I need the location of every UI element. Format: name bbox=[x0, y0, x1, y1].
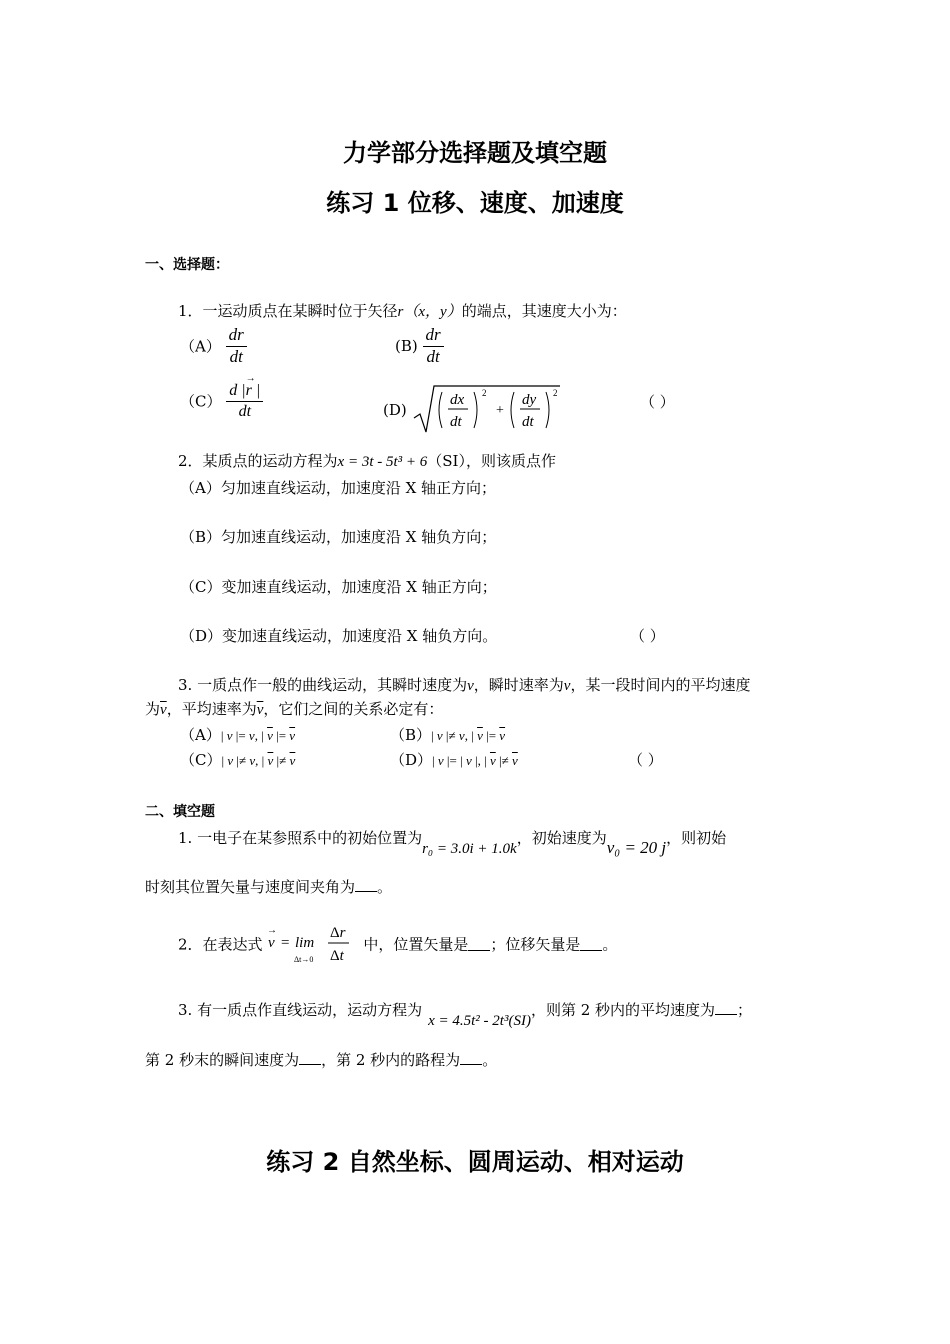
q1-option-b-label: (B) bbox=[395, 337, 418, 356]
q1-option-c bbox=[180, 373, 263, 420]
q3-avg-velocity-symbol: $\overline{v}$ bbox=[160, 702, 167, 718]
fill3-line2-b: ，第 2 秒内的路程为 bbox=[321, 1051, 461, 1069]
fill3-line2 bbox=[145, 1049, 497, 1070]
svg-text:Δt: Δt bbox=[330, 948, 345, 964]
fill2-text-a: 2．在表达式 bbox=[178, 935, 263, 954]
fill3-line1 bbox=[178, 999, 753, 1029]
fill2-text-b: 中，位置矢量是 bbox=[363, 935, 469, 954]
q3-option-a bbox=[180, 724, 295, 745]
q1-option-d bbox=[383, 384, 562, 436]
svg-text:+: + bbox=[495, 403, 504, 418]
q1-option-b bbox=[395, 326, 444, 366]
fill3-blank-2[interactable] bbox=[299, 1052, 321, 1065]
q2-stem-text: 2．某质点的运动方程为 bbox=[178, 452, 338, 470]
fill1-text-c: ，则初始 bbox=[666, 829, 727, 847]
limit-expression-icon bbox=[267, 922, 363, 966]
q1-stem-text: 1．一运动质点在某瞬时位于矢径 bbox=[178, 302, 398, 320]
q2-option-d: （D）变加速直线运动，加速度沿 X 轴负方向。 bbox=[180, 627, 498, 645]
fill1-text-b: ，初始速度为 bbox=[516, 829, 607, 847]
q2-option-c: （C）变加速直线运动，加速度沿 X 轴正方向； bbox=[180, 578, 497, 596]
fill3-text-b: ，则第 2 秒内的平均速度为 bbox=[530, 1001, 716, 1019]
fill1-line1 bbox=[178, 827, 727, 857]
fill3-blank-1[interactable] bbox=[715, 1002, 737, 1015]
fill3-blank-3[interactable] bbox=[460, 1052, 482, 1065]
q3-option-b-formula: | v |≠ v, | $\overline{v}$ |= $\overline{v}$ bbox=[431, 728, 506, 743]
fill1-line2-text: 时刻其位置矢量与速度间夹角为 bbox=[145, 878, 356, 896]
svg-text:v: v bbox=[268, 935, 275, 951]
q3-option-a-label: （A） bbox=[180, 726, 221, 744]
practice2-title: 练习 2 自然坐标、圆周运动、相对运动 bbox=[266, 1148, 684, 1176]
q1-option-b-formula: $\frac{dr}{dt}$ bbox=[423, 326, 444, 366]
q2-option-b: （B）匀加速直线运动，加速度沿 X 轴负方向； bbox=[180, 528, 497, 546]
q3-line1 bbox=[178, 674, 750, 695]
svg-text:=: = bbox=[281, 935, 290, 951]
q3-answer-paren[interactable]: （ ） bbox=[628, 751, 663, 769]
q3-speed-symbol: v bbox=[563, 678, 571, 694]
fill1-text-a: 1. 一电子在某参照系中的初始位置为 bbox=[178, 829, 423, 847]
q1-option-a-label: （A） bbox=[180, 337, 221, 356]
q3-line2 bbox=[145, 698, 443, 719]
document-title: 力学部分选择题及填空题 bbox=[343, 139, 607, 167]
svg-text:Δt→0: Δt→0 bbox=[294, 955, 314, 964]
svg-text:dt: dt bbox=[521, 414, 534, 430]
q3-line2-a: 为 bbox=[145, 700, 161, 718]
q3-option-c-label: （C） bbox=[180, 751, 222, 769]
fill1-v0: v₀ = 20 j bbox=[606, 838, 667, 857]
q3-line2-c: ，它们之间的关系必定有： bbox=[263, 700, 444, 718]
sqrt-icon bbox=[412, 384, 562, 436]
q2-option-a: （A）匀加速直线运动，加速度沿 X 轴正方向； bbox=[180, 479, 497, 497]
svg-text:→: → bbox=[267, 925, 278, 936]
fill3-line2-a: 第 2 秒末的瞬间速度为 bbox=[145, 1051, 300, 1069]
fill2-blank-2[interactable] bbox=[580, 938, 602, 951]
q2-equation: x = 3t - 5t³ + 6 bbox=[337, 454, 428, 470]
q3-option-d-formula: | v |= | v |, | $\overline{v}$ |≠ $\overline{v}$ bbox=[432, 753, 518, 768]
q3-line1-c: ，某一段时间内的平均速度 bbox=[570, 676, 751, 694]
q3-line2-b: ，平均速率为 bbox=[166, 700, 257, 718]
svg-text:lim: lim bbox=[295, 935, 315, 951]
section-fill-heading: 二、填空题 bbox=[145, 804, 215, 820]
q3-option-a-formula: | v |= v, | $\overline{v}$ |= $\overline{v}$ bbox=[220, 728, 296, 743]
fill1-line2 bbox=[145, 876, 392, 897]
q3-option-b bbox=[390, 724, 505, 745]
q1-answer-paren[interactable]: （ ） bbox=[640, 393, 675, 411]
q3-avg-speed-symbol: $\overline{v}$ bbox=[256, 702, 264, 718]
fill3-equation: x = 4.5t² - 2t³(SI) bbox=[428, 1013, 531, 1029]
q1-option-c-label: （C） bbox=[180, 392, 222, 411]
q2-answer-paren[interactable]: （ ） bbox=[630, 627, 665, 645]
svg-text:dx: dx bbox=[449, 392, 464, 408]
fill3-text-a: 3. 有一质点作直线运动，运动方程为 bbox=[178, 1001, 423, 1019]
svg-text:dy: dy bbox=[521, 392, 536, 408]
q1-stem bbox=[178, 300, 627, 321]
q3-option-c-formula: | v |≠ v, | $\overline{v}$ |≠ $\overline{v}$ bbox=[221, 753, 296, 768]
q3-velocity-symbol: v bbox=[467, 678, 474, 694]
fill2-text-d: 。 bbox=[602, 935, 618, 954]
fill1-line2-end: 。 bbox=[377, 878, 393, 896]
q3-line1-b: ，瞬时速率为 bbox=[473, 676, 564, 694]
q1-option-d-label: (D) bbox=[383, 401, 407, 419]
q1-stem-end: 的端点，其速度大小为： bbox=[461, 302, 627, 320]
fill2-line bbox=[178, 922, 617, 966]
fill3-line2-c: 。 bbox=[482, 1051, 498, 1069]
practice1-title: 练习 1 位移、速度、加速度 bbox=[326, 189, 624, 217]
q2-stem-end: （SI），则该质点作 bbox=[427, 452, 556, 470]
fill3-text-c: ； bbox=[737, 1001, 753, 1019]
fill2-blank-1[interactable] bbox=[468, 938, 490, 951]
svg-text:2: 2 bbox=[552, 388, 558, 398]
q3-option-d bbox=[390, 749, 518, 770]
fill1-r0: r₀ = 3.0i + 1.0k bbox=[422, 841, 517, 857]
q1-stem-math: r（x，y） bbox=[397, 304, 462, 320]
q3-option-b-label: （B） bbox=[390, 726, 432, 744]
q3-option-d-label: （D） bbox=[390, 751, 433, 769]
q2-stem bbox=[178, 450, 556, 471]
fill2-text-c: ；位移矢量是 bbox=[490, 935, 581, 954]
q3-line1-a: 3. 一质点作一般的曲线运动，其瞬时速度为 bbox=[178, 676, 468, 694]
q1-option-a-formula: $\frac{dr}{dt}$ bbox=[226, 326, 247, 366]
q3-option-c bbox=[180, 749, 295, 770]
fill1-blank[interactable] bbox=[355, 879, 377, 892]
svg-text:2: 2 bbox=[481, 388, 487, 398]
q1-option-a bbox=[180, 326, 247, 366]
svg-text:Δr: Δr bbox=[330, 925, 346, 941]
q1-option-c-formula: d |r → | dt bbox=[226, 382, 263, 420]
section-choice-heading: 一、选择题： bbox=[145, 257, 229, 273]
svg-text:dt: dt bbox=[449, 414, 462, 430]
